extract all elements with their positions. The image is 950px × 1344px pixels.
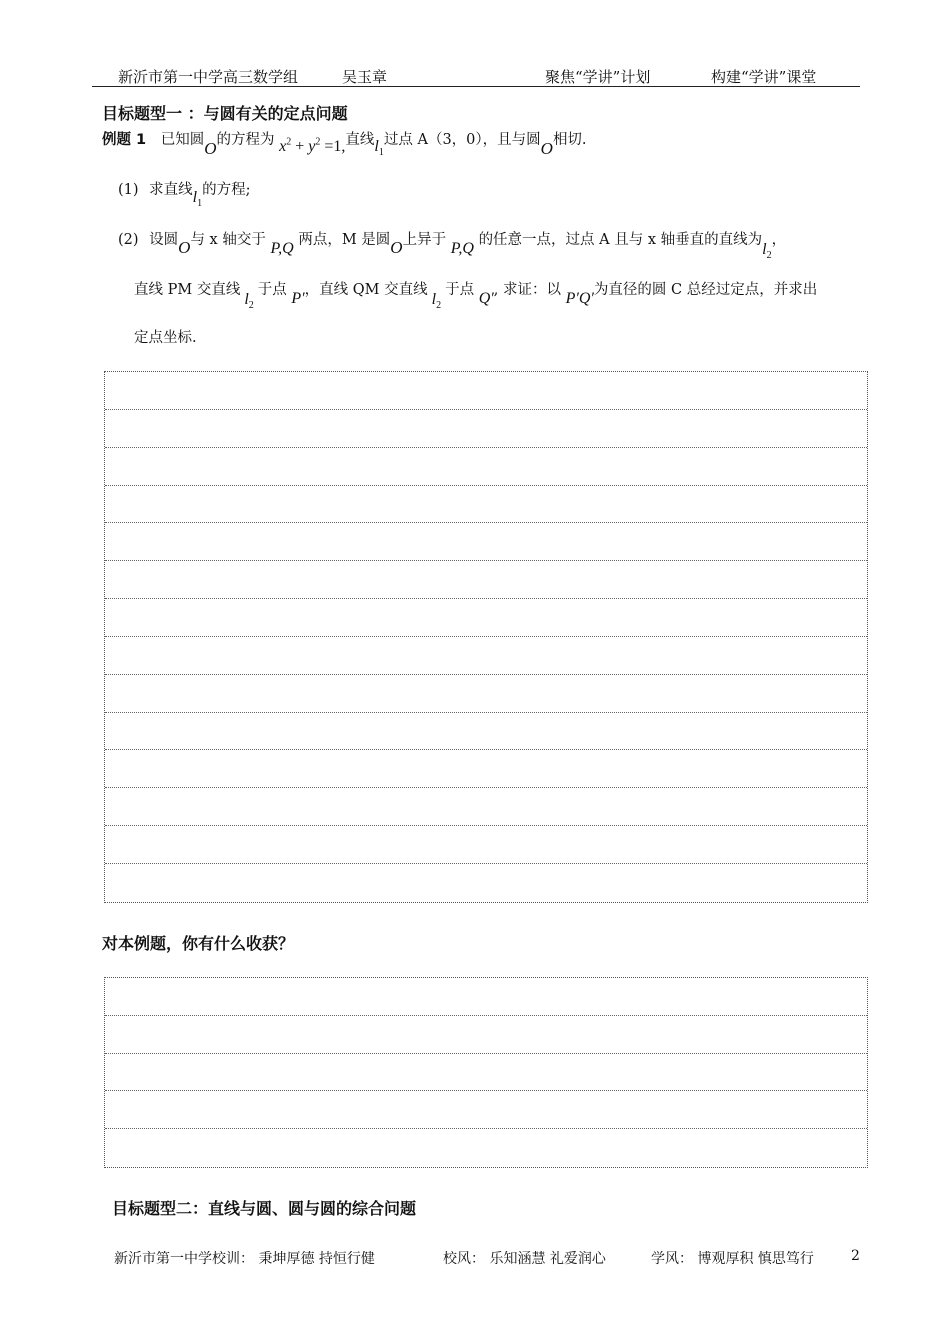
reflection-title: 对本例题，你有什么收获？ <box>102 934 295 953</box>
example-text: 直线 <box>345 132 375 148</box>
footer-school-style: 校风： 乐知涵慧 礼爱润心 <box>443 1251 606 1267</box>
answer-line[interactable] <box>105 448 867 486</box>
example-text: 相切. <box>552 132 587 148</box>
answer-line[interactable] <box>105 750 867 788</box>
example-label: 例题 1 <box>102 132 147 148</box>
question-2-line-2: 直线 PM 交直线$l_2$于点 P′，直线 QM 交直线$l_2$于点 Q′, 求证：以 P′Q′为直径的圆 C 总经过定点，并求出 <box>134 282 818 312</box>
answer-line[interactable] <box>105 978 867 1016</box>
footer-study-style: 学风： 博观厚积 慎思笃行 <box>651 1251 814 1267</box>
section-title-2: 目标题型二：直线与圆、圆与圆的综合问题 <box>112 1199 417 1218</box>
answer-line[interactable] <box>105 523 867 561</box>
question-2-line-3: 定点坐标. <box>134 330 197 346</box>
header-slogan-a: 聚焦“学讲”计划 <box>545 68 651 86</box>
answer-box-1[interactable] <box>104 371 868 903</box>
answer-line[interactable] <box>105 1016 867 1054</box>
example-text: 过点 A（3，0），且与圆 <box>383 132 541 148</box>
symbol-circle-O: O <box>204 139 217 158</box>
answer-line[interactable] <box>105 599 867 637</box>
question-1: (1) 求直线$l_1$的方程; <box>118 182 251 210</box>
example-text: 的方程为 <box>216 132 275 148</box>
answer-line[interactable] <box>105 1054 867 1092</box>
answer-line[interactable] <box>105 372 867 410</box>
header-slogan-b: 构建“学讲”课堂 <box>711 68 817 86</box>
header-rule <box>92 86 860 87</box>
answer-line[interactable] <box>105 826 867 864</box>
header-school: 新沂市第一中学高三数学组 <box>118 68 299 86</box>
answer-line[interactable] <box>105 788 867 826</box>
page-number: 2 <box>851 1248 860 1264</box>
answer-line[interactable] <box>105 1091 867 1129</box>
header-author: 吴玉章 <box>342 68 388 86</box>
answer-line[interactable] <box>105 864 867 902</box>
answer-line[interactable] <box>105 410 867 448</box>
symbol-circle-O: O <box>540 139 553 158</box>
example-text: 已知圆 <box>160 132 205 148</box>
answer-line[interactable] <box>105 486 867 524</box>
section-title-1: 目标题型一 ：与圆有关的定点问题 <box>102 104 348 123</box>
circle-equation: $x^2 + y^2 =1$, <box>279 136 346 155</box>
example-statement <box>102 128 587 159</box>
symbol-l1: $l_1$ <box>374 138 384 159</box>
footer-school-motto: 新沂市第一中学校训： 秉坤厚德 持恒行健 <box>114 1251 375 1267</box>
question-2-line-1: (2) 设圆O与 x 轴交于 P,Q 两点，M 是圆O上异于 P,Q 的任意一点，过点 A 且与 x 轴垂直的直线为$l_2$， <box>118 232 787 262</box>
answer-line[interactable] <box>105 561 867 599</box>
answer-line[interactable] <box>105 675 867 713</box>
answer-line[interactable] <box>105 1129 867 1167</box>
answer-line[interactable] <box>105 713 867 751</box>
answer-box-2[interactable] <box>104 977 868 1168</box>
answer-line[interactable] <box>105 637 867 675</box>
